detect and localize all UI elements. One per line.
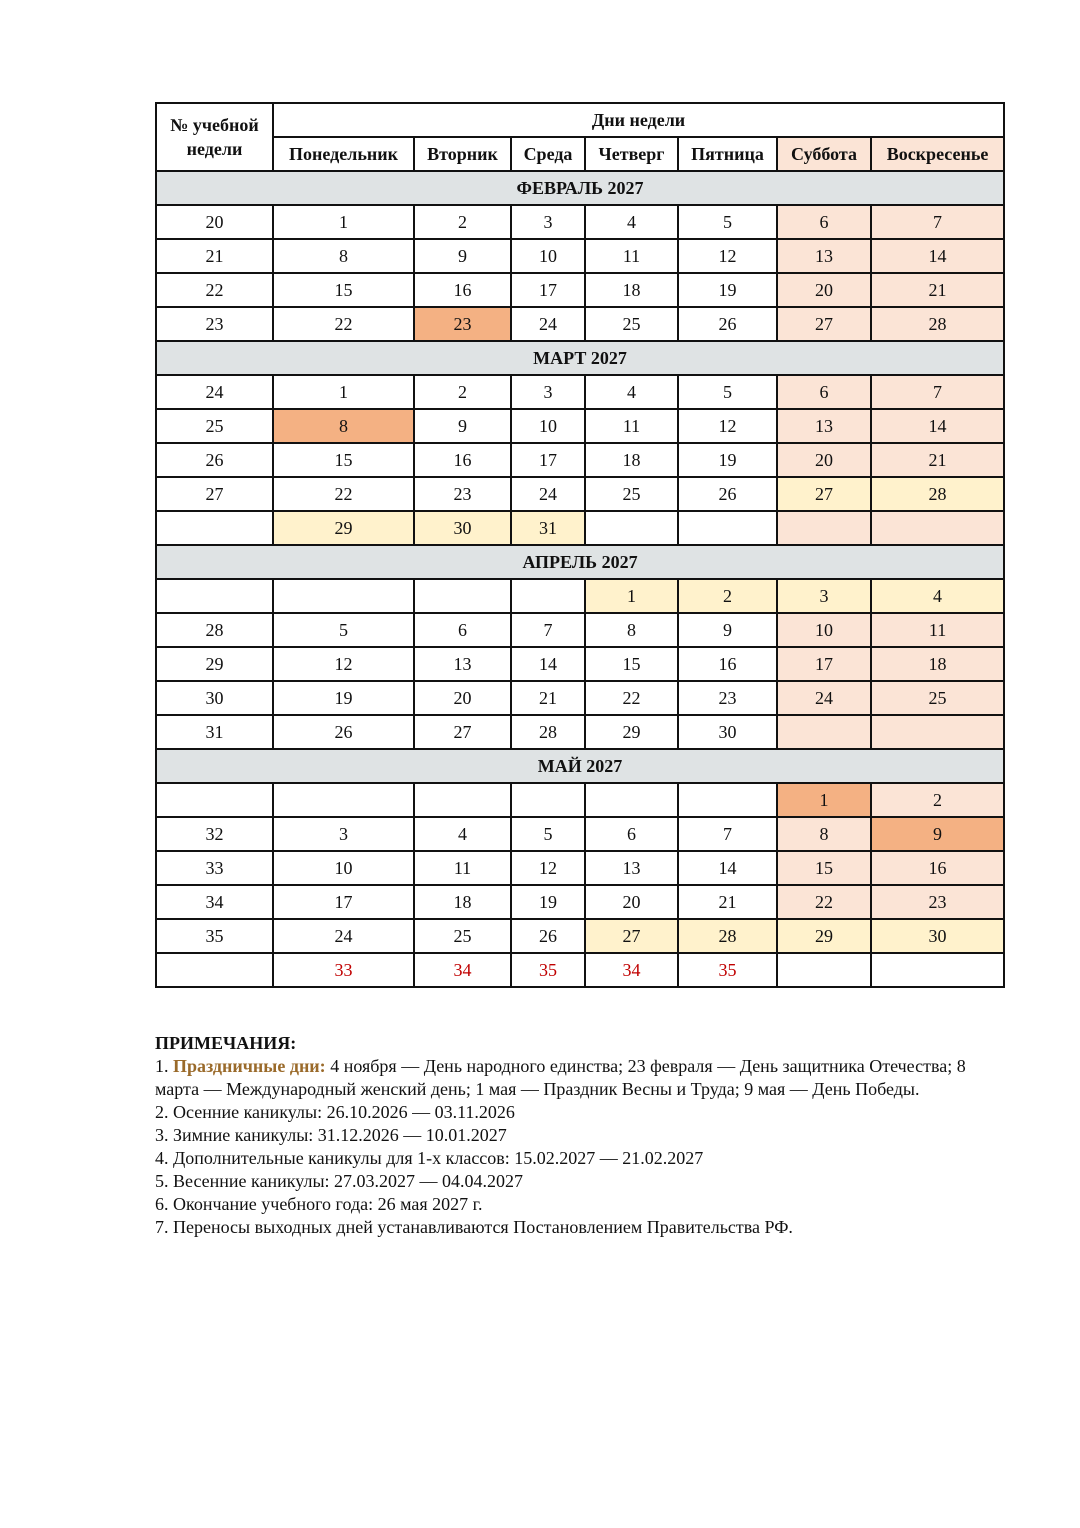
note-item: 5. Весенние каникулы: 27.03.2027 — 04.04.2027	[155, 1171, 524, 1191]
day-cell: 8	[777, 817, 871, 851]
day-cell: 24	[273, 919, 414, 953]
day-cell: 30	[871, 919, 1004, 953]
day-cell: 11	[585, 409, 678, 443]
week-number-cell: 33	[156, 851, 273, 885]
day-cell: 23	[414, 307, 511, 341]
day-cell: 7	[511, 613, 585, 647]
week-number-cell: 26	[156, 443, 273, 477]
week-number-cell: 31	[156, 715, 273, 749]
week-number-cell	[156, 579, 273, 613]
day-cell: 23	[414, 477, 511, 511]
week-row	[156, 817, 1004, 851]
day-cell: 19	[678, 273, 777, 307]
week-row	[156, 511, 1004, 545]
week-row	[156, 579, 1004, 613]
day-header-monday: Понедельник	[273, 137, 414, 171]
month-title: МАЙ 2027	[156, 749, 1004, 783]
days-of-week-title: Дни недели	[273, 103, 1004, 137]
day-cell: 3	[273, 817, 414, 851]
day-cell: 11	[871, 613, 1004, 647]
day-cell: 10	[777, 613, 871, 647]
day-cell: 20	[777, 443, 871, 477]
day-cell: 9	[871, 817, 1004, 851]
note-item: 3. Зимние каникулы: 31.12.2026 — 10.01.2027	[155, 1125, 507, 1145]
week-number-cell	[156, 953, 273, 987]
day-cell: 18	[585, 443, 678, 477]
day-cell: 12	[678, 239, 777, 273]
day-cell: 35	[678, 953, 777, 987]
day-cell: 15	[777, 851, 871, 885]
day-cell: 20	[585, 885, 678, 919]
day-cell: 19	[273, 681, 414, 715]
day-cell: 25	[871, 681, 1004, 715]
day-cell: 19	[511, 885, 585, 919]
week-number-cell: 28	[156, 613, 273, 647]
day-cell	[871, 715, 1004, 749]
day-header-thursday: Четверг	[585, 137, 678, 171]
day-cell: 26	[511, 919, 585, 953]
week-row	[156, 851, 1004, 885]
day-cell: 6	[777, 205, 871, 239]
week-number-cell: 21	[156, 239, 273, 273]
day-cell: 28	[871, 307, 1004, 341]
note-number: 1.	[155, 1056, 173, 1076]
notes-section	[155, 1032, 1005, 1239]
week-number-cell: 29	[156, 647, 273, 681]
week-row	[156, 205, 1004, 239]
day-cell: 33	[273, 953, 414, 987]
day-cell: 7	[871, 375, 1004, 409]
week-row	[156, 307, 1004, 341]
day-cell: 22	[777, 885, 871, 919]
day-cell: 11	[414, 851, 511, 885]
day-cell: 30	[678, 715, 777, 749]
day-cell: 29	[273, 511, 414, 545]
month-header-row	[156, 545, 1004, 579]
week-row	[156, 783, 1004, 817]
day-cell: 34	[414, 953, 511, 987]
day-cell: 10	[273, 851, 414, 885]
day-cell: 17	[777, 647, 871, 681]
day-cell: 1	[777, 783, 871, 817]
week-number-cell: 35	[156, 919, 273, 953]
day-cell: 20	[414, 681, 511, 715]
day-cell: 21	[678, 885, 777, 919]
day-cell: 29	[777, 919, 871, 953]
day-cell: 25	[585, 477, 678, 511]
week-number-cell	[156, 511, 273, 545]
day-cell: 9	[414, 409, 511, 443]
day-cell: 29	[585, 715, 678, 749]
day-cell: 2	[414, 205, 511, 239]
month-header-row	[156, 171, 1004, 205]
day-cell: 5	[511, 817, 585, 851]
note-holidays	[155, 1055, 1005, 1101]
day-cell: 2	[678, 579, 777, 613]
day-cell: 16	[414, 443, 511, 477]
day-cell: 12	[273, 647, 414, 681]
day-cell: 34	[585, 953, 678, 987]
day-cell: 35	[511, 953, 585, 987]
week-row	[156, 885, 1004, 919]
day-cell: 16	[678, 647, 777, 681]
day-cell: 3	[777, 579, 871, 613]
day-cell: 3	[511, 205, 585, 239]
week-row	[156, 953, 1004, 987]
day-cell: 17	[273, 885, 414, 919]
day-cell	[777, 715, 871, 749]
day-cell: 1	[585, 579, 678, 613]
day-cell	[585, 783, 678, 817]
day-cell: 14	[511, 647, 585, 681]
day-cell: 22	[273, 307, 414, 341]
week-row	[156, 681, 1004, 715]
day-cell: 13	[414, 647, 511, 681]
week-row	[156, 613, 1004, 647]
week-number-cell: 22	[156, 273, 273, 307]
day-cell: 24	[511, 477, 585, 511]
day-cell: 13	[777, 239, 871, 273]
day-cell: 25	[414, 919, 511, 953]
note-item: 6. Окончание учебного года: 26 мая 2027 г.	[155, 1194, 483, 1214]
holidays-label: Праздничные дни:	[173, 1056, 326, 1076]
day-cell: 2	[871, 783, 1004, 817]
day-cell: 18	[414, 885, 511, 919]
day-cell: 9	[678, 613, 777, 647]
day-cell	[871, 511, 1004, 545]
day-cell	[678, 783, 777, 817]
day-cell: 14	[871, 409, 1004, 443]
week-row	[156, 239, 1004, 273]
week-number-cell	[156, 783, 273, 817]
holidays-text: 4 ноября — День народного единства; 23 февраля — День защитника Отечества; 8 марта — Международный женский день; 1 мая — Праздник Весны и Труда; 9 мая — День Победы.	[155, 1056, 966, 1099]
day-cell: 18	[585, 273, 678, 307]
day-cell: 23	[678, 681, 777, 715]
note-item: 2. Осенние каникулы: 26.10.2026 — 03.11.2026	[155, 1102, 515, 1122]
day-cell: 25	[585, 307, 678, 341]
day-cell: 10	[511, 239, 585, 273]
note-item: 4. Дополнительные каникулы для 1-х классов: 15.02.2027 — 21.02.2027	[155, 1148, 704, 1168]
week-row	[156, 477, 1004, 511]
day-cell: 13	[777, 409, 871, 443]
day-cell: 8	[273, 409, 414, 443]
week-number-cell: 27	[156, 477, 273, 511]
day-cell: 6	[777, 375, 871, 409]
day-cell: 24	[777, 681, 871, 715]
day-cell: 4	[585, 375, 678, 409]
day-cell: 12	[678, 409, 777, 443]
day-cell: 26	[273, 715, 414, 749]
day-cell: 5	[678, 375, 777, 409]
day-cell	[273, 579, 414, 613]
day-cell: 26	[678, 307, 777, 341]
day-cell: 5	[678, 205, 777, 239]
week-row	[156, 409, 1004, 443]
day-cell: 27	[777, 477, 871, 511]
day-cell: 8	[585, 613, 678, 647]
day-cell: 21	[871, 273, 1004, 307]
day-cell: 15	[585, 647, 678, 681]
day-cell	[511, 579, 585, 613]
day-cell: 21	[871, 443, 1004, 477]
day-cell: 9	[414, 239, 511, 273]
day-cell: 14	[678, 851, 777, 885]
day-cell: 1	[273, 375, 414, 409]
day-header-tuesday: Вторник	[414, 137, 511, 171]
month-title: ФЕВРАЛЬ 2027	[156, 171, 1004, 205]
week-number-cell: 25	[156, 409, 273, 443]
day-cell: 17	[511, 443, 585, 477]
week-row	[156, 919, 1004, 953]
day-cell: 12	[511, 851, 585, 885]
day-header-wednesday: Среда	[511, 137, 585, 171]
day-cell: 21	[511, 681, 585, 715]
day-cell: 1	[273, 205, 414, 239]
day-cell	[585, 511, 678, 545]
day-cell	[414, 579, 511, 613]
day-cell: 23	[871, 885, 1004, 919]
month-header-row	[156, 749, 1004, 783]
day-cell: 7	[871, 205, 1004, 239]
day-cell: 26	[678, 477, 777, 511]
day-cell	[511, 783, 585, 817]
day-cell: 3	[511, 375, 585, 409]
day-cell: 2	[414, 375, 511, 409]
day-cell: 5	[273, 613, 414, 647]
day-cell: 6	[585, 817, 678, 851]
week-row	[156, 647, 1004, 681]
day-cell: 6	[414, 613, 511, 647]
day-cell: 17	[511, 273, 585, 307]
notes-title: ПРИМЕЧАНИЯ:	[155, 1033, 297, 1053]
day-cell: 20	[777, 273, 871, 307]
note-item: 7. Переносы выходных дней устанавливаются Постановлением Правительства РФ.	[155, 1217, 793, 1237]
day-cell: 30	[414, 511, 511, 545]
day-cell: 4	[414, 817, 511, 851]
day-cell: 15	[273, 273, 414, 307]
day-cell: 7	[678, 817, 777, 851]
day-cell: 22	[273, 477, 414, 511]
week-number-header: № учебной недели	[156, 103, 273, 171]
day-cell	[777, 953, 871, 987]
week-row	[156, 443, 1004, 477]
month-title: МАРТ 2027	[156, 341, 1004, 375]
week-number-cell: 34	[156, 885, 273, 919]
day-header-saturday: Суббота	[777, 137, 871, 171]
day-cell: 14	[871, 239, 1004, 273]
week-row	[156, 273, 1004, 307]
week-number-cell: 20	[156, 205, 273, 239]
day-cell: 10	[511, 409, 585, 443]
day-cell: 22	[585, 681, 678, 715]
week-number-cell: 24	[156, 375, 273, 409]
day-cell: 4	[871, 579, 1004, 613]
day-cell: 13	[585, 851, 678, 885]
day-header-friday: Пятница	[678, 137, 777, 171]
day-cell: 28	[678, 919, 777, 953]
day-header-sunday: Воскресенье	[871, 137, 1004, 171]
calendar-body	[156, 171, 1004, 987]
day-cell: 18	[871, 647, 1004, 681]
week-number-cell: 23	[156, 307, 273, 341]
day-cell: 8	[273, 239, 414, 273]
day-cell	[414, 783, 511, 817]
day-cell: 11	[585, 239, 678, 273]
day-cell: 4	[585, 205, 678, 239]
day-cell	[871, 953, 1004, 987]
month-header-row	[156, 341, 1004, 375]
day-cell: 24	[511, 307, 585, 341]
day-cell	[678, 511, 777, 545]
day-cell: 27	[777, 307, 871, 341]
day-cell: 28	[871, 477, 1004, 511]
day-cell: 27	[585, 919, 678, 953]
week-number-cell: 32	[156, 817, 273, 851]
day-cell: 28	[511, 715, 585, 749]
day-cell: 16	[414, 273, 511, 307]
school-calendar-table	[155, 102, 1005, 988]
day-cell	[777, 511, 871, 545]
day-cell: 16	[871, 851, 1004, 885]
week-row	[156, 375, 1004, 409]
day-cell: 19	[678, 443, 777, 477]
month-title: АПРЕЛЬ 2027	[156, 545, 1004, 579]
day-cell: 31	[511, 511, 585, 545]
day-cell	[273, 783, 414, 817]
day-cell: 27	[414, 715, 511, 749]
week-row	[156, 715, 1004, 749]
day-cell: 15	[273, 443, 414, 477]
week-number-cell: 30	[156, 681, 273, 715]
